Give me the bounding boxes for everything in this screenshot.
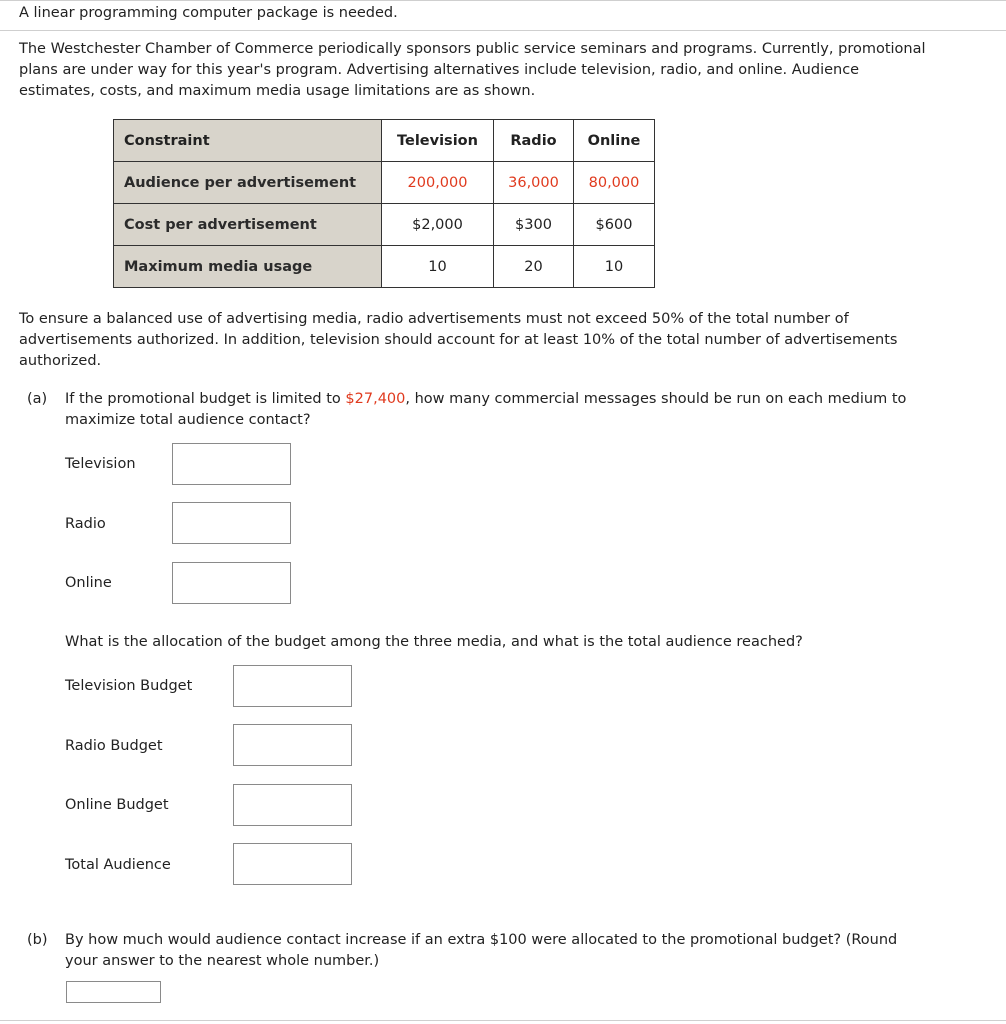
radio-label: Radio — [65, 516, 106, 532]
television-budget-label: Television Budget — [65, 678, 193, 694]
radio-budget-input[interactable] — [233, 724, 352, 766]
top-divider — [0, 0, 1006, 1]
col-header-television: Television — [382, 120, 494, 162]
audience-online: 80,000 — [574, 162, 655, 204]
part-b-marker: (b) — [27, 932, 48, 948]
media-constraints-table — [113, 119, 655, 288]
total-audience-input[interactable] — [233, 843, 352, 885]
television-label: Television — [65, 456, 136, 472]
audience-increase-input[interactable] — [66, 981, 161, 1003]
part-b-question — [65, 930, 897, 972]
cost-television: $2,000 — [382, 204, 494, 246]
table-row — [114, 246, 655, 288]
part-a-marker: (a) — [27, 391, 48, 407]
allocation-question: What is the allocation of the budget among the three media, and what is the total audience reached? — [65, 634, 803, 650]
radio-budget-label: Radio Budget — [65, 738, 163, 754]
part-a-question-line: If the promotional budget is limited to $27,400, how many commercial messages should be run on each medium to — [65, 391, 907, 407]
max-radio: 20 — [494, 246, 574, 288]
constraint-line: To ensure a balanced use of advertising media, radio advertisements must not exceed 50% of the total number of — [19, 311, 849, 327]
description-line: plans are under way for this year's program. Advertising alternatives include television, radio, and online. Audience — [19, 62, 860, 78]
max-television: 10 — [382, 246, 494, 288]
table-corner-header: Constraint — [114, 120, 382, 162]
balance-constraints-text — [19, 309, 897, 372]
cost-radio: $300 — [494, 204, 574, 246]
description-line: The Westchester Chamber of Commerce periodically sponsors public service seminars and programs. Currently, promotional — [19, 41, 926, 57]
part-a-question — [65, 389, 906, 431]
bottom-divider — [0, 1020, 1006, 1021]
cost-online: $600 — [574, 204, 655, 246]
online-budget-label: Online Budget — [65, 797, 169, 813]
online-count-input[interactable] — [172, 562, 291, 604]
part-b-question-line: By how much would audience contact increase if an extra $100 were allocated to the promotional budget? (Round — [65, 932, 898, 948]
part-a-question-line: maximize total audience contact? — [65, 412, 311, 428]
col-header-online: Online — [574, 120, 655, 162]
online-budget-input[interactable] — [233, 784, 352, 826]
television-budget-input[interactable] — [233, 665, 352, 707]
online-label: Online — [65, 575, 112, 591]
audience-television: 200,000 — [382, 162, 494, 204]
row-header-max-usage: Maximum media usage — [114, 246, 382, 288]
table-header-row — [114, 120, 655, 162]
budget-amount: $27,400 — [345, 391, 406, 407]
radio-count-input[interactable] — [172, 502, 291, 544]
part-b-question-line: your answer to the nearest whole number.) — [65, 953, 380, 969]
problem-description — [19, 39, 926, 102]
total-audience-label: Total Audience — [65, 857, 171, 873]
television-count-input[interactable] — [172, 443, 291, 485]
table-row — [114, 204, 655, 246]
section-divider — [0, 30, 1006, 31]
intro-text: A linear programming computer package is needed. — [19, 5, 398, 21]
description-line: estimates, costs, and maximum media usage limitations are as shown. — [19, 83, 536, 99]
constraint-line: authorized. — [19, 353, 102, 369]
row-header-cost: Cost per advertisement — [114, 204, 382, 246]
table-row — [114, 162, 655, 204]
constraint-line: advertisements authorized. In addition, television should account for at least 10% of the total number of advertisements — [19, 332, 898, 348]
audience-radio: 36,000 — [494, 162, 574, 204]
max-online: 10 — [574, 246, 655, 288]
row-header-audience: Audience per advertisement — [114, 162, 382, 204]
col-header-radio: Radio — [494, 120, 574, 162]
